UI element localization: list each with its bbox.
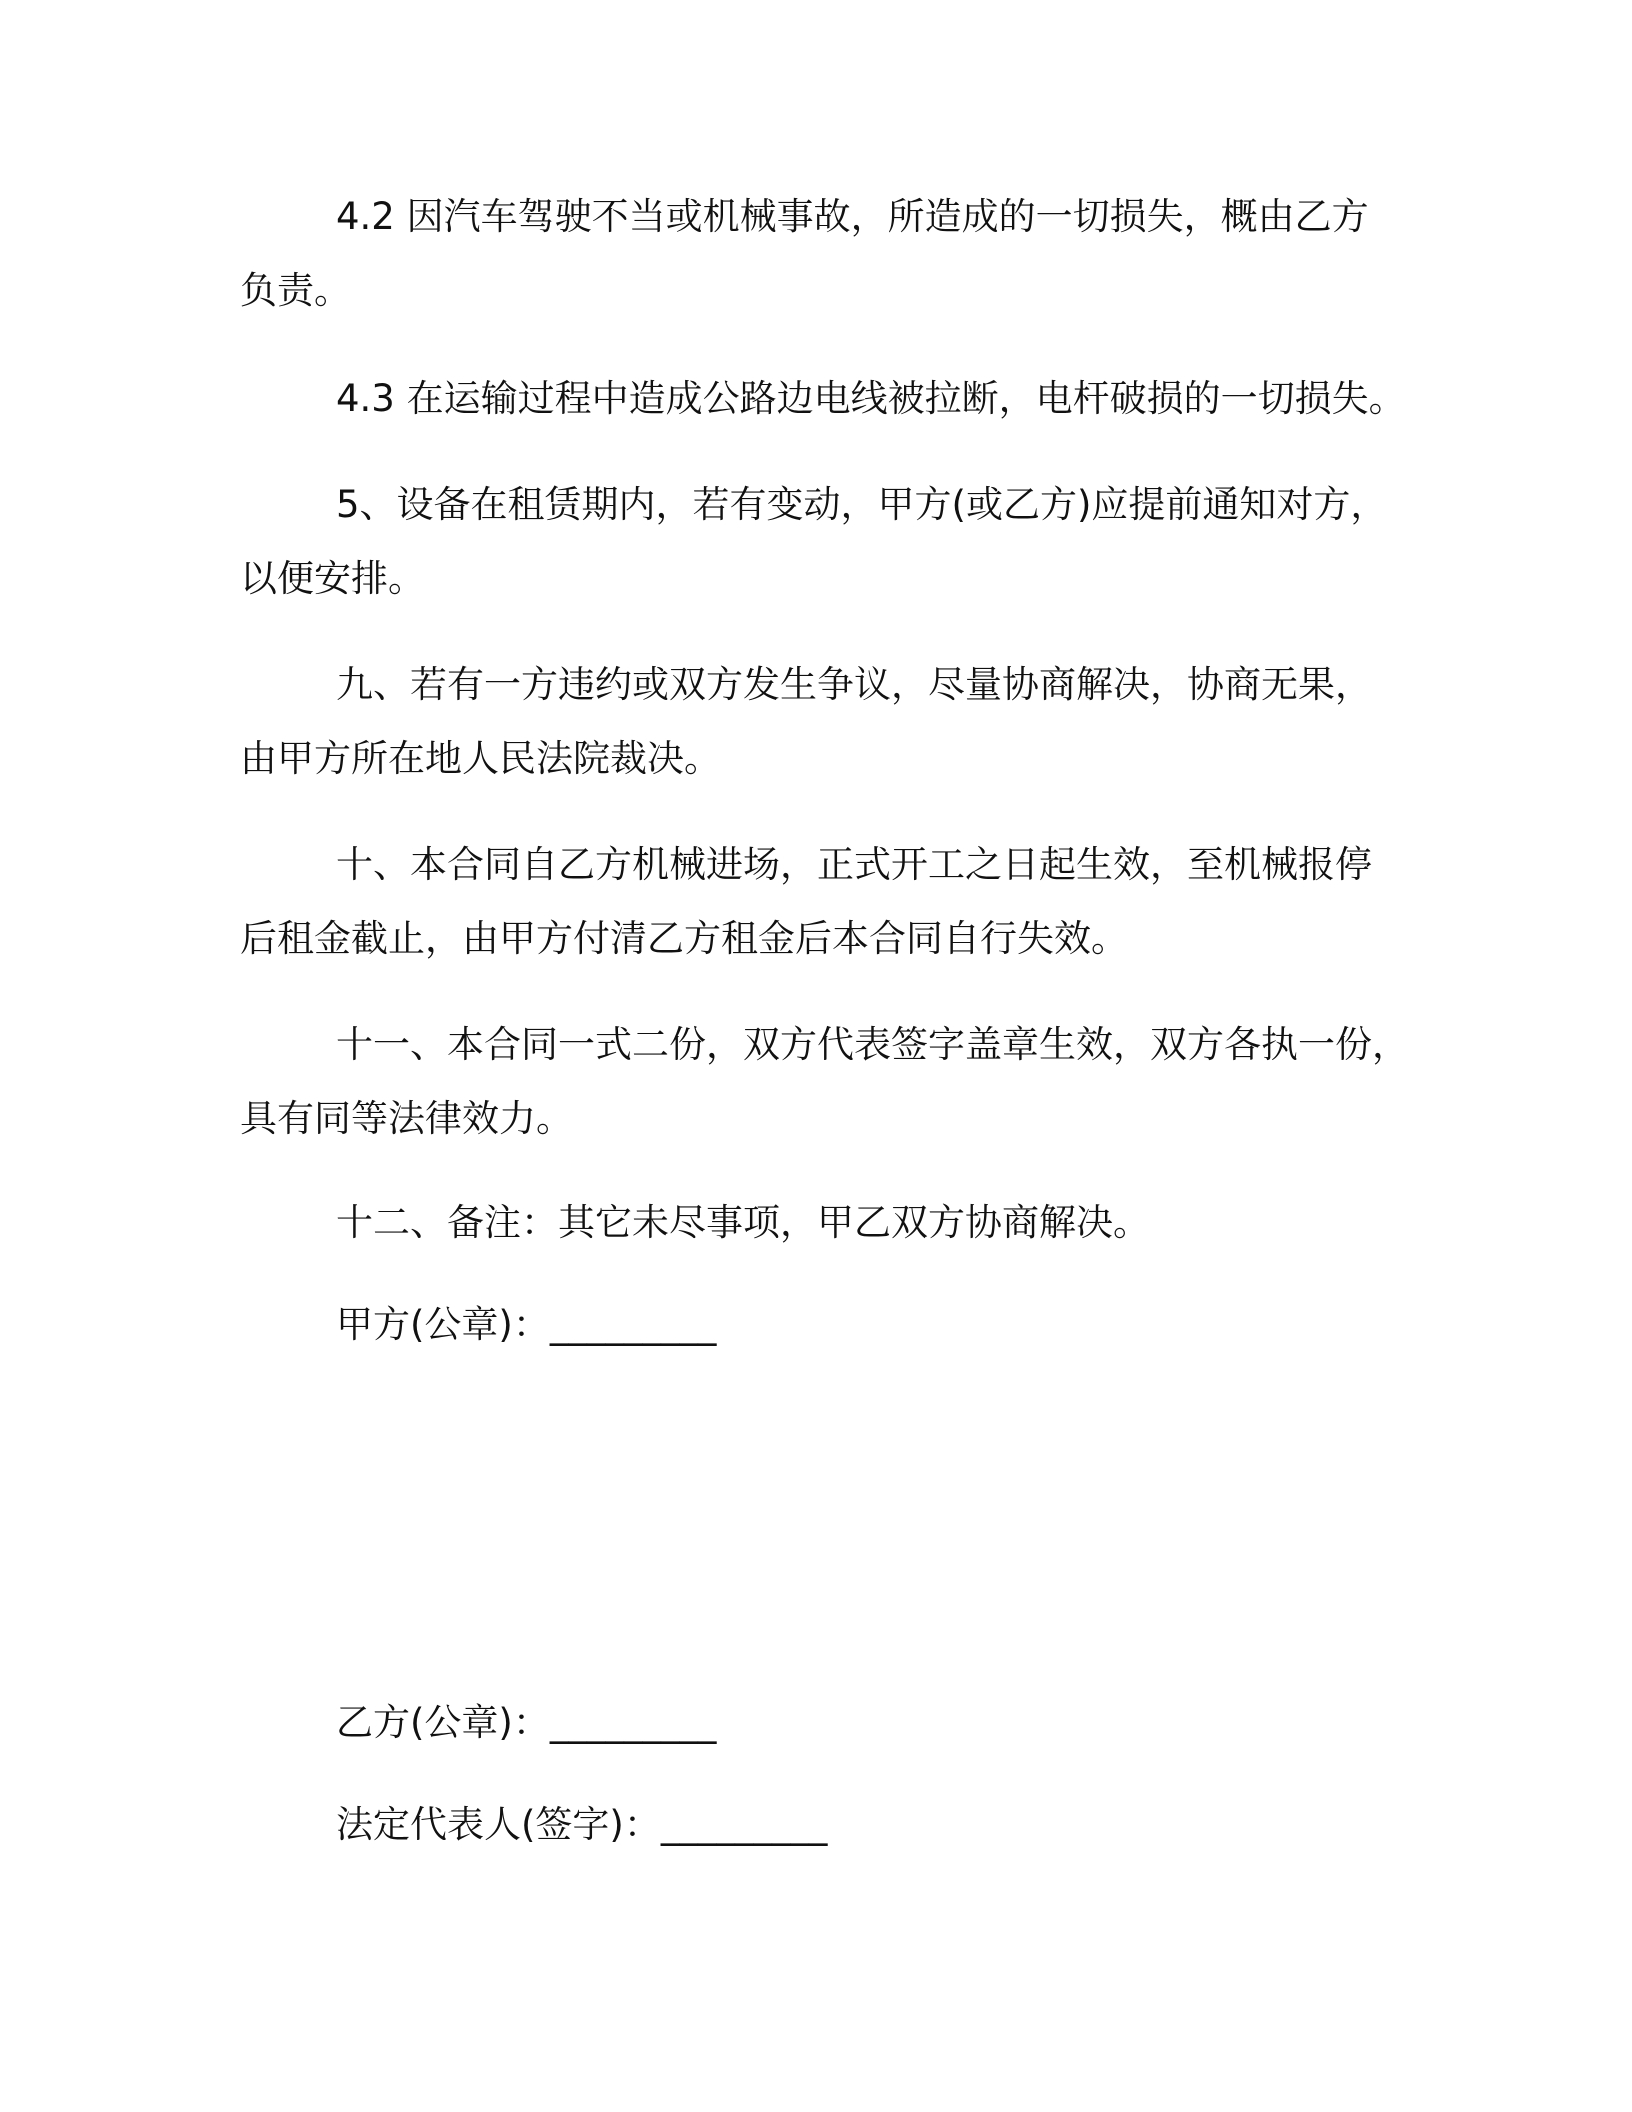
clause-line: 5、设备在租赁期内，若有变动，甲方(或乙方)应提前通知对方，	[336, 483, 1388, 526]
clause-line: 十、本合同自乙方机械进场，正式开工之日起生效，至机械报停	[336, 843, 1372, 886]
clause-4-3	[240, 362, 1406, 436]
clause-line: 以便安排。	[240, 557, 425, 600]
clause-12	[240, 1186, 1400, 1260]
clause-11	[240, 1008, 1409, 1156]
clause-9	[240, 648, 1400, 796]
clause-5	[240, 468, 1400, 616]
clause-line: 4.3 在运输过程中造成公路边电线被拉断，电杆破损的一切损失。	[336, 377, 1406, 420]
party-a-signature-line: 甲方(公章)：_________	[336, 1303, 717, 1346]
clause-line: 后租金截止，由甲方付清乙方租金后本合同自行失效。	[240, 917, 1128, 960]
clause-line: 十二、备注：其它未尽事项，甲乙双方协商解决。	[336, 1201, 1150, 1244]
clause-10	[240, 828, 1400, 976]
clause-line: 由甲方所在地人民法院裁决。	[240, 737, 721, 780]
party-b-signature-line: 乙方(公章)：_________	[336, 1701, 717, 1744]
legal-rep-signature-line: 法定代表人(签字)：_________	[336, 1803, 828, 1846]
clause-line: 4.2 因汽车驾驶不当或机械事故，所造成的一切损失，概由乙方	[336, 195, 1369, 238]
clause-4-2	[240, 180, 1400, 328]
clause-line: 具有同等法律效力。	[240, 1097, 573, 1140]
clause-line: 十一、本合同一式二份，双方代表签字盖章生效，双方各执一份，	[336, 1023, 1409, 1066]
clause-line: 九、若有一方违约或双方发生争议，尽量协商解决，协商无果，	[336, 663, 1372, 706]
clause-line: 负责。	[240, 269, 351, 312]
